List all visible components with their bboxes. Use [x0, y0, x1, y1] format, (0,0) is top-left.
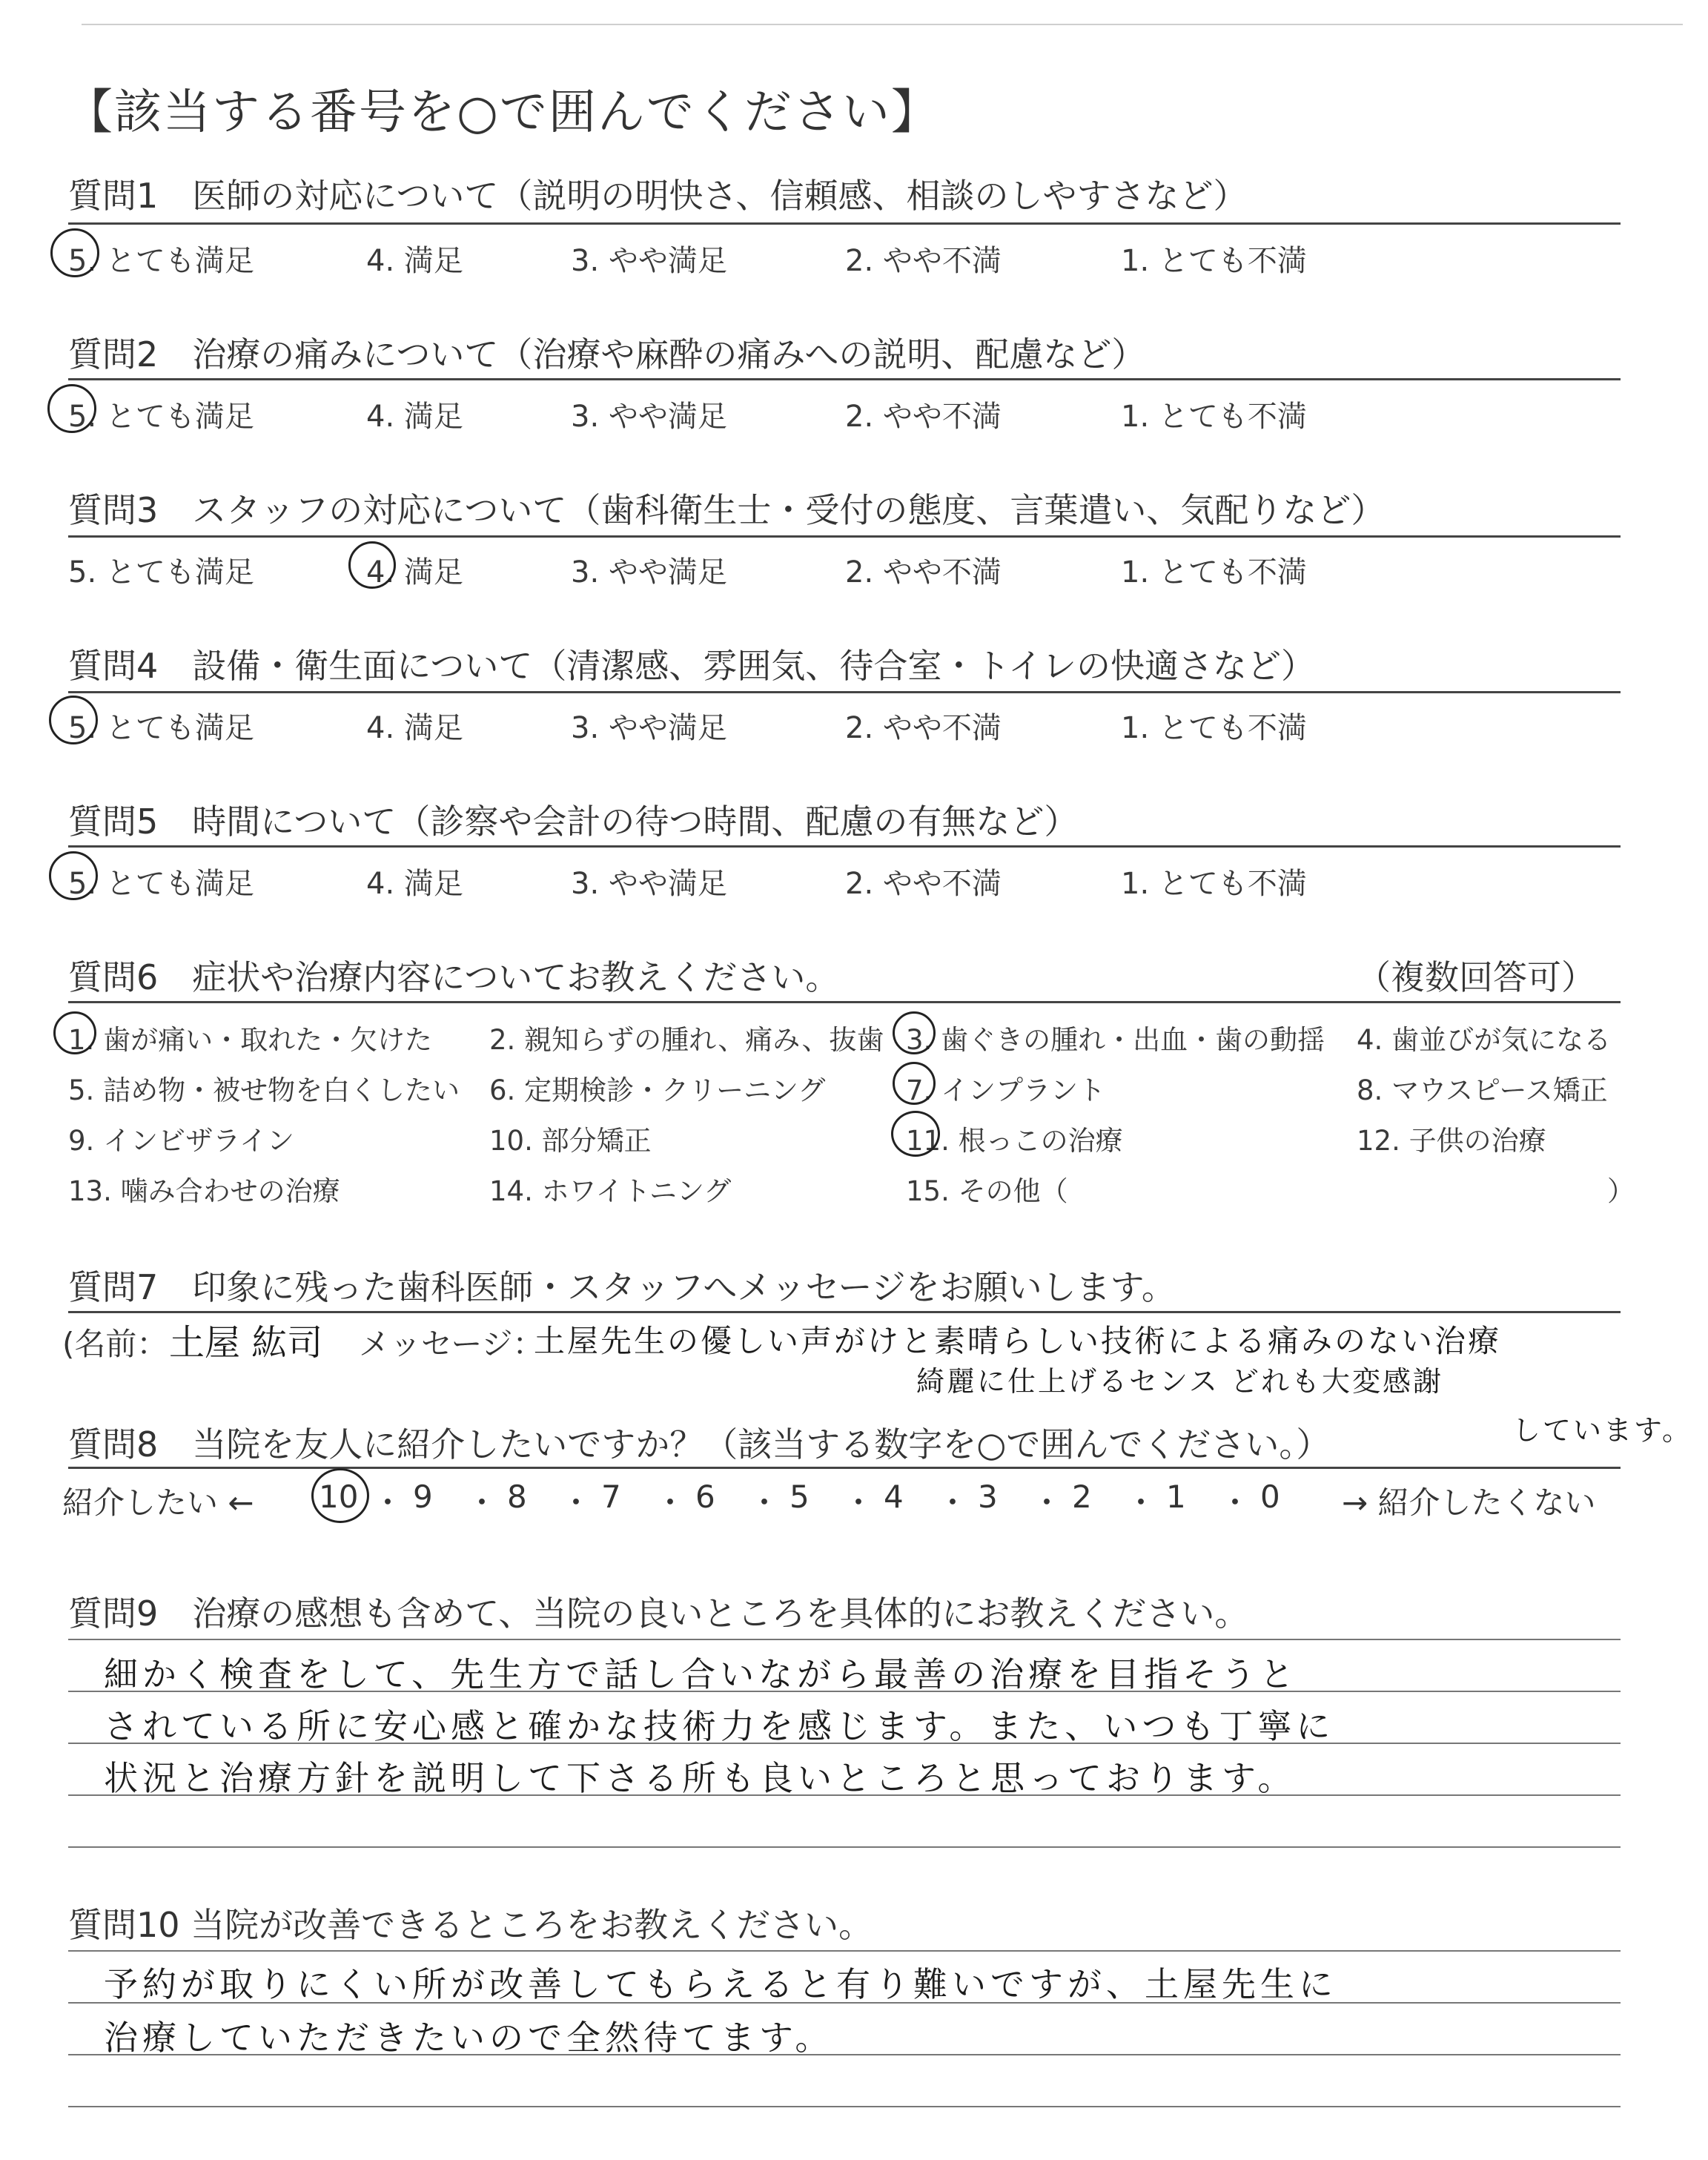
q3-answer-circle [348, 541, 396, 589]
q8-scale-separator: ・ [372, 1484, 404, 1521]
q3-title: 質問3 スタッフの対応について（歯科衛生士・受付の態度、言葉遣い、気配りなど） [68, 490, 1386, 530]
q10-writing-line-1 [68, 1950, 1621, 1952]
q8-scale-value-9[interactable]: 9 [413, 1479, 433, 1515]
q9-title: 質問9 治療の感想も含めて、当院の良いところを具体的にお教えください。 [68, 1593, 1249, 1634]
q4-option-2[interactable]: 2. やや不満 [845, 711, 1002, 745]
q1-option-2[interactable]: 2. やや不満 [845, 244, 1002, 278]
q9-answer-line-2[interactable]: されている所に安心感と確かな技術力を感じます。また、いつも丁寧に [104, 1706, 1335, 1746]
q8-scale-value-0[interactable]: 0 [1260, 1479, 1280, 1515]
q6-answer-circle-11 [891, 1111, 940, 1157]
q7-title: 質問7 印象に残った歯科医師・スタッフへメッセージをお願いします。 [68, 1267, 1176, 1307]
q7-message-line-3[interactable]: しています。 [1512, 1414, 1692, 1447]
q5-option-4[interactable]: 4. 満足 [366, 867, 463, 901]
top-border [82, 24, 1683, 25]
q8-scale-value-7[interactable]: 7 [601, 1479, 621, 1515]
q6-option-15-other[interactable]: 15. その他（ [906, 1175, 1068, 1207]
q7-message-line-2[interactable]: 綺麗に仕上げるセンス どれも大変感謝 [916, 1365, 1443, 1398]
q1-option-5[interactable]: 5. とても満足 [68, 244, 254, 278]
q6-option-10[interactable]: 10. 部分矯正 [489, 1125, 652, 1157]
q7-message-line-1[interactable]: 土屋先生の優しい声がけと素晴らしい技術による痛みのない治療 [534, 1323, 1502, 1359]
q3-option-3[interactable]: 3. やや満足 [571, 555, 727, 589]
q6-option-7[interactable]: 7. インプラント [906, 1074, 1106, 1106]
q7-name-handwritten[interactable]: 土屋 紘司 [169, 1322, 323, 1364]
q5-option-1[interactable]: 1. とても不満 [1121, 867, 1307, 901]
q8-scale-value-6[interactable]: 6 [695, 1479, 715, 1515]
q9-writing-line-1 [68, 1639, 1621, 1640]
q8-scale-value-4[interactable]: 4 [884, 1479, 904, 1515]
q8-scale-separator: ・ [466, 1484, 498, 1521]
q10-answer-line-2[interactable]: 治療していただきたいので全然待てます。 [104, 2018, 834, 2058]
q8-rule [68, 1467, 1621, 1469]
q6-option-6[interactable]: 6. 定期検診・クリーニング [489, 1074, 826, 1106]
q4-option-1[interactable]: 1. とても不満 [1121, 711, 1307, 745]
q7-name-label: (名前： [62, 1326, 168, 1362]
q6-multiple-answer-note: （複数回答可） [1357, 957, 1595, 997]
q8-scale-value-2[interactable]: 2 [1072, 1479, 1092, 1515]
q10-title: 質問10 当院が改善できるところをお教えください。 [68, 1905, 873, 1945]
q8-scale-separator: ・ [1031, 1484, 1063, 1521]
q8-scale-separator: ・ [749, 1484, 781, 1521]
q6-rule [68, 1001, 1621, 1003]
q8-scale-separator: ・ [843, 1484, 875, 1521]
q5-title: 質問5 時間について（診察や会計の待つ時間、配慮の有無など） [68, 802, 1079, 842]
q2-answer-circle [47, 384, 96, 433]
q2-option-4[interactable]: 4. 満足 [366, 400, 463, 434]
q8-scale-value-10[interactable]: 10 [319, 1479, 359, 1515]
q4-option-3[interactable]: 3. やや満足 [571, 711, 727, 745]
q4-answer-circle [49, 696, 98, 744]
q3-option-4[interactable]: 4. 満足 [366, 555, 463, 589]
q1-title: 質問1 医師の対応について（説明の明快さ、信頼感、相談のしやすさなど） [68, 176, 1248, 216]
q6-option-11[interactable]: 11. 根っこの治療 [906, 1125, 1123, 1157]
q6-answer-circle-7 [893, 1062, 936, 1105]
q3-option-2[interactable]: 2. やや不満 [845, 555, 1002, 589]
q3-option-5[interactable]: 5. とても満足 [68, 555, 254, 589]
q8-scale-value-5[interactable]: 5 [790, 1479, 810, 1515]
q2-option-1[interactable]: 1. とても不満 [1121, 400, 1307, 434]
q6-option-13[interactable]: 13. 噛み合わせの治療 [68, 1175, 340, 1207]
q10-writing-line-4 [68, 2106, 1621, 2107]
q6-answer-circle-3 [893, 1011, 936, 1054]
q5-option-3[interactable]: 3. やや満足 [571, 867, 727, 901]
q10-answer-line-1[interactable]: 予約が取りにくい所が改善してもらえると有り難いですが、土屋先生に [104, 1964, 1337, 2004]
instruction-header: 【該当する番号を○で囲んでください】 [65, 85, 940, 140]
q5-option-5[interactable]: 5. とても満足 [68, 867, 254, 901]
q6-answer-circle-1 [53, 1011, 96, 1054]
q5-rule [68, 845, 1621, 848]
q1-answer-circle [50, 228, 99, 277]
q6-option-4[interactable]: 4. 歯並びが気になる [1357, 1024, 1612, 1056]
q3-option-1[interactable]: 1. とても不満 [1121, 555, 1307, 589]
q8-left-label: 紹介したい ← [62, 1484, 254, 1521]
q1-rule [68, 222, 1621, 225]
q2-option-2[interactable]: 2. やや不満 [845, 400, 1002, 434]
q8-scale-separator: ・ [937, 1484, 969, 1521]
q6-option-8[interactable]: 8. マウスピース矯正 [1357, 1074, 1608, 1106]
q3-rule [68, 535, 1621, 538]
q8-scale-value-8[interactable]: 8 [507, 1479, 527, 1515]
q1-option-3[interactable]: 3. やや満足 [571, 244, 727, 278]
q2-option-3[interactable]: 3. やや満足 [571, 400, 727, 434]
q8-title: 質問8 当院を友人に紹介したいですか？（該当する数字を○で囲んでください。） [68, 1424, 1331, 1464]
q8-scale-separator: ・ [1219, 1484, 1251, 1521]
q9-answer-line-3[interactable]: 状況と治療方針を説明して下さる所も良いところと思っております。 [104, 1758, 1297, 1798]
q5-answer-circle [49, 851, 98, 900]
q4-option-5[interactable]: 5. とても満足 [68, 711, 254, 745]
q8-scale-separator: ・ [655, 1484, 686, 1521]
q4-title: 質問4 設備・衛生面について（清潔感、雰囲気、待合室・トイレの快適さなど） [68, 646, 1316, 686]
q4-option-4[interactable]: 4. 満足 [366, 711, 463, 745]
q6-option-9[interactable]: 9. インビザライン [68, 1125, 294, 1157]
q7-message-label: メッセージ： [359, 1326, 544, 1362]
q6-option-3[interactable]: 3. 歯ぐきの腫れ・出血・歯の動揺 [906, 1024, 1325, 1056]
q6-option-1[interactable]: 1. 歯が痛い・取れた・欠けた [68, 1024, 433, 1056]
q2-option-5[interactable]: 5. とても満足 [68, 400, 254, 434]
q8-scale-value-1[interactable]: 1 [1166, 1479, 1186, 1515]
q8-scale-value-3[interactable]: 3 [978, 1479, 998, 1515]
q8-right-label: → 紹介したくない [1342, 1484, 1596, 1521]
q5-option-2[interactable]: 2. やや不満 [845, 867, 1002, 901]
q4-rule [68, 691, 1621, 693]
q7-rule [68, 1311, 1621, 1313]
q6-other-close-paren: ） [1607, 1175, 1635, 1207]
q1-option-4[interactable]: 4. 満足 [366, 244, 463, 278]
q6-option-12[interactable]: 12. 子供の治療 [1357, 1125, 1546, 1157]
q6-option-14[interactable]: 14. ホワイトニング [489, 1175, 732, 1207]
q8-answer-circle [311, 1468, 369, 1523]
q6-title: 質問6 症状や治療内容についてお教えください。 [68, 957, 840, 997]
q8-scale-separator: ・ [560, 1484, 592, 1521]
q6-option-5[interactable]: 5. 詰め物・被せ物を白くしたい [68, 1074, 460, 1106]
q6-option-2[interactable]: 2. 親知らずの腫れ、痛み、抜歯 [489, 1024, 884, 1056]
q2-rule [68, 378, 1621, 380]
q2-title: 質問2 治療の痛みについて（治療や麻酔の痛みへの説明、配慮など） [68, 334, 1146, 374]
q1-option-1[interactable]: 1. とても不満 [1121, 244, 1307, 278]
q9-answer-line-1[interactable]: 細かく検査をして、先生方で話し合いながら最善の治療を目指そうと [104, 1654, 1299, 1694]
q9-writing-line-5 [68, 1846, 1621, 1848]
q8-scale-separator: ・ [1125, 1484, 1157, 1521]
